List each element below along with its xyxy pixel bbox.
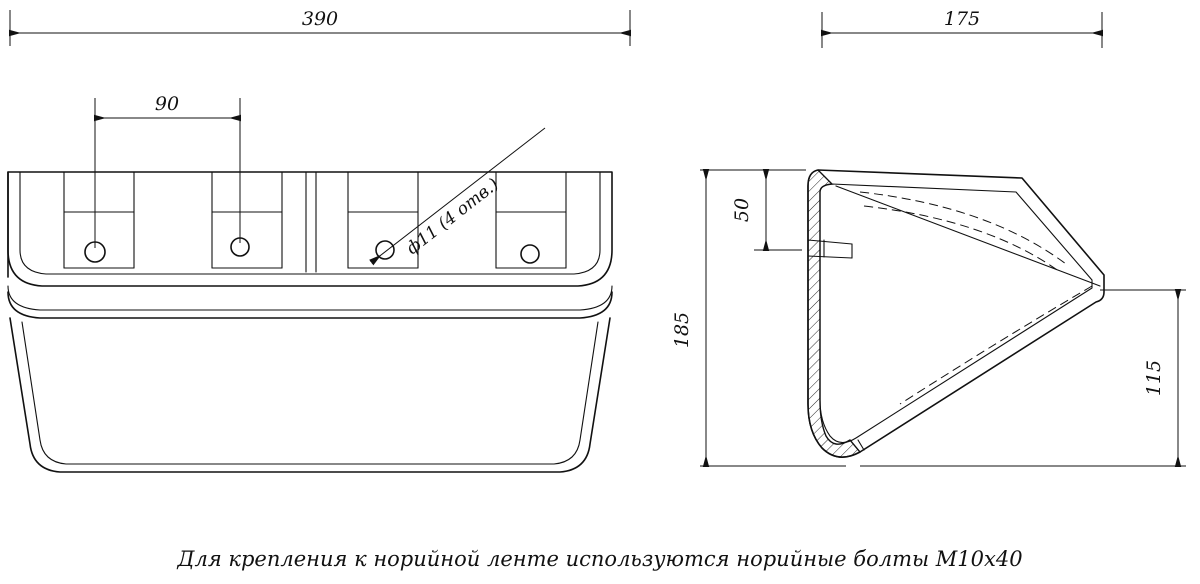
dim-115-label: 115 [1143, 359, 1165, 397]
front-lower-body-inner [22, 322, 598, 464]
front-upper-shell-inner [20, 172, 600, 274]
mounting-note: Для крепления к норийной ленте используются норийные болты М10х40 [177, 547, 1023, 571]
dim-90 [95, 93, 240, 248]
front-rim-band [8, 292, 612, 318]
front-mounting-holes [85, 238, 539, 263]
side-inner-profile [820, 184, 1092, 443]
side-hidden-edges [860, 192, 1092, 404]
dim-390 [10, 8, 630, 46]
side-bottom-thickness [858, 440, 864, 450]
hole-4 [521, 245, 539, 263]
hole-callout [372, 128, 545, 262]
dim-175 [822, 8, 1102, 48]
front-rim-band-inner [8, 286, 612, 310]
front-lower-body [10, 318, 610, 472]
side-outer-profile [808, 170, 1104, 457]
side-back-wall-hatch [808, 170, 860, 457]
dim-390-label: 390 [301, 8, 339, 30]
dim-185-label: 185 [671, 311, 693, 349]
front-view-group [8, 8, 630, 472]
dim-50 [712, 170, 802, 250]
dim-90-label: 90 [154, 93, 180, 115]
front-upper-shell [8, 172, 612, 286]
dim-115 [860, 290, 1186, 466]
dim-50-label: 50 [731, 197, 753, 223]
hole-callout-label: ф11 (4 отв.) [402, 174, 503, 259]
side-view-group [671, 8, 1186, 466]
dim-175-label: 175 [943, 8, 981, 30]
side-inner-slope [836, 186, 1100, 286]
